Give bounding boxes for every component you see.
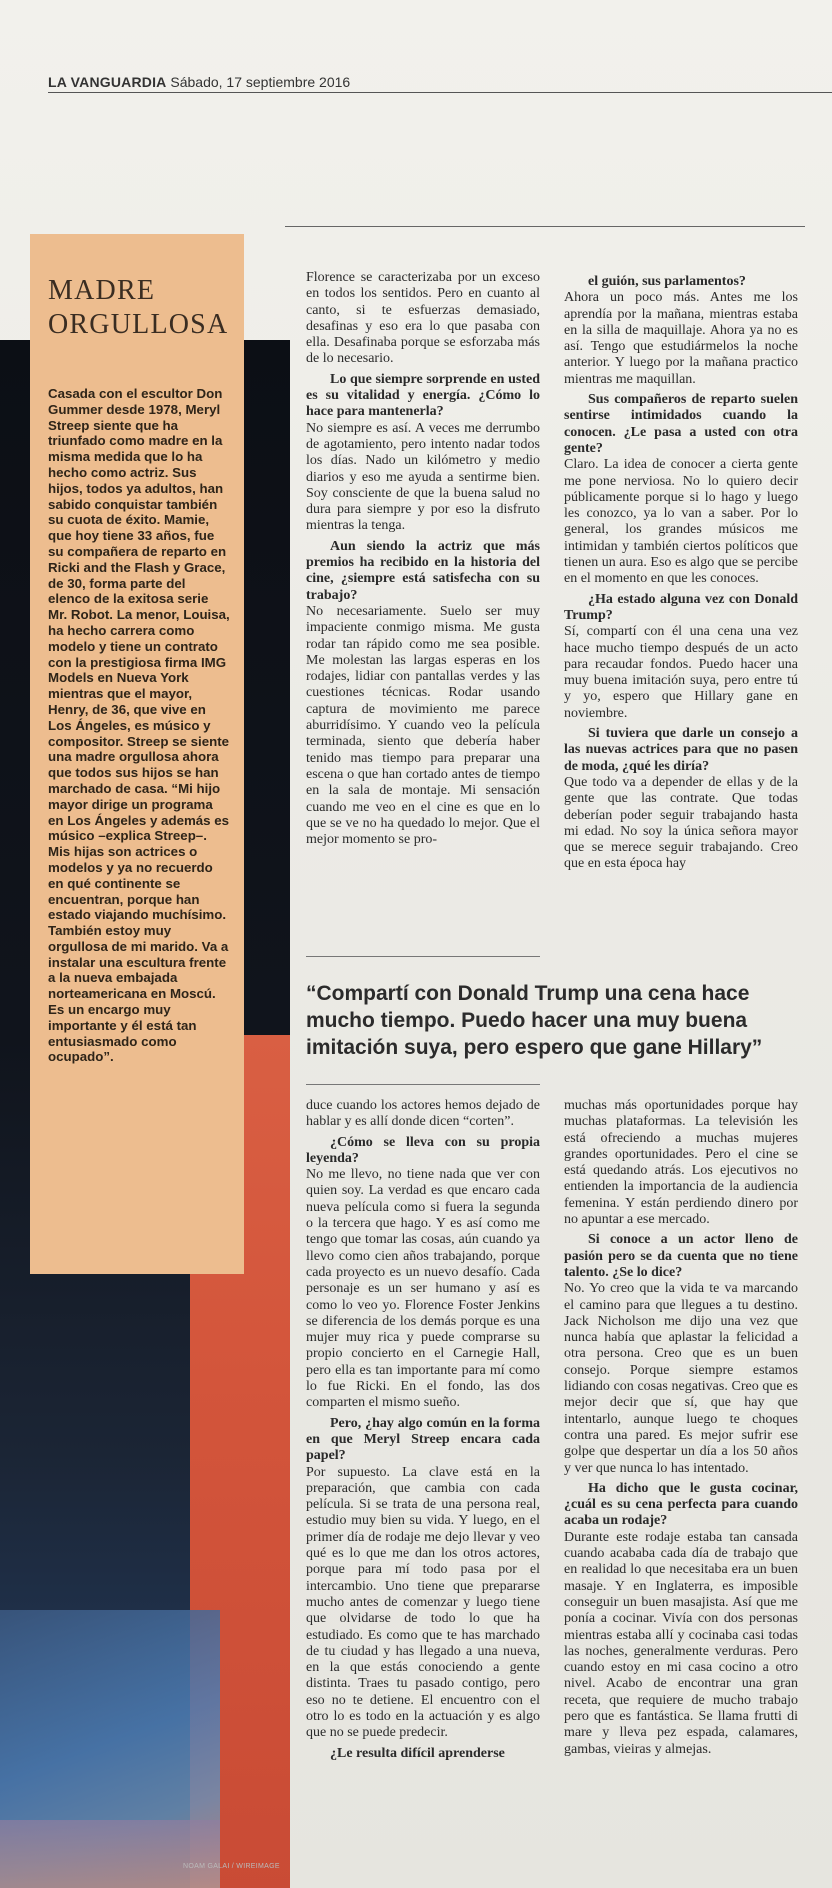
interview-question: ¿Ha estado alguna vez con Donald Trump? <box>564 591 798 623</box>
pull-quote: “Compartí con Donald Trump una cena hace mucho tiempo. Puedo hacer una muy buena imitación suya, pero espero que gane Hillary” <box>306 982 763 1059</box>
newspaper-name: LA VANGUARDIA <box>48 74 167 90</box>
column-2-top <box>564 270 798 873</box>
interview-question: ¿Cómo se lleva con su propia leyenda? <box>306 1134 540 1166</box>
column-2-bottom <box>564 1098 798 1758</box>
interview-question: Pero, ¿hay algo común en la forma en que Meryl Streep encara cada papel? <box>306 1415 540 1464</box>
sidebar-text: Casada con el escultor Don Gummer desde 1978, Meryl Streep siente que ha triunfado como madre en la misma medida que lo ha hecho como actriz. Sus hijos, todos ya adultos, han sabido conquistar también su cuota de éxito. Mamie, que hoy tiene 33 años, fue su compañera de reparto en Ricki and the Flash y Grace, de 30, forma parte del elenco de la exitosa serie Mr. Robot. La menor, Louisa, ha hecho carrera como modelo y tiene un contrato con la prestigiosa firma IMG Models en Nueva York mientras que el mayor, Henry, de 36, que vive en Los Ángeles, es músico y compositor. Streep se siente una madre orgullosa ahora que todos sus hijos se han marchado de casa. “Mi hijo mayor dirige un programa en Los Ángeles y además es músico –explica Streep–. Mis hijas son actrices o modelos y ya no recuerdo en qué continente se encuentran, porque han estado viajando muchísimo. También estoy muy orgullosa de mi marido. Va a instalar una escultura frente a la nueva embajada norteamericana en Moscú. Es un encargo muy importante y él está tan entusiasmado como ocupado”. <box>48 386 230 1065</box>
interview-answer: duce cuando los actores hemos dejado de hablar y es allí donde dicen “corten”. <box>306 1098 540 1130</box>
interview-answer: No. Yo creo que la vida te va marcando el camino para que llegues a tu destino. Jack Nicholson me dijo una vez que nunca había que aplastar la felicidad a otra persona. Creo que es un buen consejo. Porque siempre estamos lidiando con cosas negativas. Creo que es mejor decir que sí, que hay que intentarlo, aunque luego te choques contra una pared. Es mejor sufrir ese golpe que despertar un día a los 50 años y ver que nunca lo has intentado. <box>564 1281 798 1476</box>
interview-answer: No siempre es así. A veces me derrumbo de agotamiento, pero intento nadar todos los días. Nado un kilómetro y medio diarios y eso me ayuda a sentirme bien. Soy consciente de que la buena salud no dura para siempre y por eso la disfruto mientras la tenga. <box>306 420 540 534</box>
interview-question: Aun siendo la actriz que más premios ha recibido en la historia del cine, ¿siempre está satisfecha con su trabajo? <box>306 538 540 603</box>
interview-question: el guión, sus parlamentos? <box>588 274 746 289</box>
section-rule <box>285 226 805 227</box>
photo-credit: NOAM GALAI / WIREIMAGE <box>183 1863 280 1870</box>
interview-answer: Durante este rodaje estaba tan cansada cuando acababa cada día de trabajo que en realidad lo que necesitaba era un buen masaje. Y en Inglaterra, es imposible conseguir un buen masajista. Así que me ponía a cocinar. Vivía con dos personas mientras estaba allí y cocinaba casi todas las noches, generalmente verduras. Pero cuando estoy en mi casa cocino a otro nivel. Acabo de encontrar una gran receta, que requiere de mucho trabajo pero que es fantástica. Se llama frutti di mare y lleva pez espada, calamares, gambas, vieiras y almejas. <box>564 1529 798 1757</box>
interview-answer: Florence se caracterizaba por un exceso en todos los sentidos. Pero en cuanto al canto, si te esfuerzas demasiado, desafinas y eso era lo que pasaba con ella. Desafinaba porque se esforzaba más de lo necesario. <box>306 270 540 367</box>
masthead <box>48 74 350 90</box>
interview-answer: No me llevo, no tiene nada que ver con quien soy. La verdad es que encaro cada nueva película como si fuera la segunda o la tercera que hago. Y es así como me tengo que tomar las cosas, aún cuando ya llevo como cien años trabajando, porque cada proyecto es un nuevo desafío. Cada personaje es un ser humano y así es como lo veo yo. Florence Foster Jenkins se diferencia de los demás porque es una mujer muy rica y puede comprarse su propio concierto en el Carnegie Hall, pero ella es tan importante para mí como lo fue Ricki. En el fondo, las dos comparten el mismo sueño. <box>306 1167 540 1411</box>
photo-dusk-backdrop <box>0 1820 220 1888</box>
sidebar-title: MADRE ORGULLOSA <box>48 275 229 340</box>
sidebar-box <box>30 234 244 1274</box>
interview-question: Ha dicho que le gusta cocinar, ¿cuál es su cena perfecta para cuando acaba un rodaje? <box>564 1480 798 1529</box>
interview-question: Lo que siempre sorprende en usted es su vitalidad y energía. ¿Cómo lo hace para mantenerla? <box>306 371 540 420</box>
interview-answer: Ahora un poco más. Antes me los aprendía por la mañana, mientras estaba en la silla de maquillaje. Ahora ya no es así. Tengo que estudiármelos la noche anterior. Y luego por la mañana practico mientras me maquillan. <box>564 290 798 387</box>
pull-quote-rule-top <box>306 956 540 957</box>
interview-answer: Claro. La idea de conocer a cierta gente me pone nerviosa. No lo quiero decir públicamente porque si lo hago y luego les conozco, ya lo van a saber. Por lo general, los grandes músicos me intimidan y también ciertos políticos que tienen un aura. Eso es algo que se percibe en el momento en que les conoces. <box>564 457 798 587</box>
interview-answer: muchas más oportunidades porque hay muchas plataformas. La televisión les está ofreciendo a muchas mujeres grandes oportunidades. Pero el cine se está quedando atrás. Los ejecutivos no entienden la importancia de la audiencia femenina. Y están perdiendo dinero por no apuntar a ese mercado. <box>564 1098 798 1228</box>
interview-answer: Por supuesto. La clave está en la preparación, que cambia con cada película. Si se trata de una persona real, estudio muy bien su vida. Y luego, en el primer día de rodaje me dejo llevar y veo qué es lo que me dan los otros actores, porque para mí todo pasa por el intercambio. Uno tiene que prepararse mucho antes de comenzar y luego tiene que olvidarse de todo lo que ha estudiado. Es como que te has marchado de tu ciudad y has llegado a una nueva, en la que estás conociendo a gente distinta. Traes tu pasado contigo, pero eso no te detiene. El encuentro con el otro lo es todo en la actuación y es algo que no se puede predecir. <box>306 1464 540 1741</box>
interview-answer: Que todo va a depender de ellas y de la gente que las contrate. Que todas deberían poder seguir trabajando hasta mi edad. No soy la única señora mayor que se merece seguir trabajando. Creo que en esta época hay <box>564 774 798 872</box>
interview-answer: No necesariamente. Suelo ser muy impaciente conmigo misma. Me gusta rodar tan rápido como me sea posible. Me molestan las largas esperas en los rodajes, lidiar con pantallas verdes y las cuestiones técnicas. Rodar usando captura de movimiento me parece aburridísimo. Y cuando veo la película terminada, siento que debería haber tenido mas tiempo para preparar una escena o que han cortado antes de tiempo en la sala de montaje. Mi sensación cuando me veo en el cine es que en lo que se ve no ha quedado lo mejor. Que el mejor momento se pro- <box>306 603 540 848</box>
interview-question: Si conoce a un actor lleno de pasión pero se da cuenta que no tiene talento. ¿Se lo dice? <box>564 1232 798 1280</box>
column-1-top <box>306 270 540 848</box>
interview-question: Si tuviera que darle un consejo a las nuevas actrices para que no pasen de moda, ¿qué les diría? <box>564 726 798 774</box>
masthead-rule <box>48 92 832 93</box>
pull-quote-rule-bottom <box>306 1084 540 1085</box>
interview-question: ¿Le resulta difícil aprenderse <box>330 1745 505 1761</box>
column-1-bottom <box>306 1098 540 1762</box>
issue-date: Sábado, 17 septiembre 2016 <box>170 74 351 90</box>
interview-question: Sus compañeros de reparto suelen sentirse intimidados cuando la conocen. ¿Le pasa a usted con otra gente? <box>564 392 798 456</box>
interview-answer: Sí, compartí con él una cena una vez hace mucho tiempo después de un acto para recaudar fondos. Puedo hacer una muy buena imitación suya, pero entre tú y yo, espero que Hillary gane en noviembre. <box>564 624 798 721</box>
